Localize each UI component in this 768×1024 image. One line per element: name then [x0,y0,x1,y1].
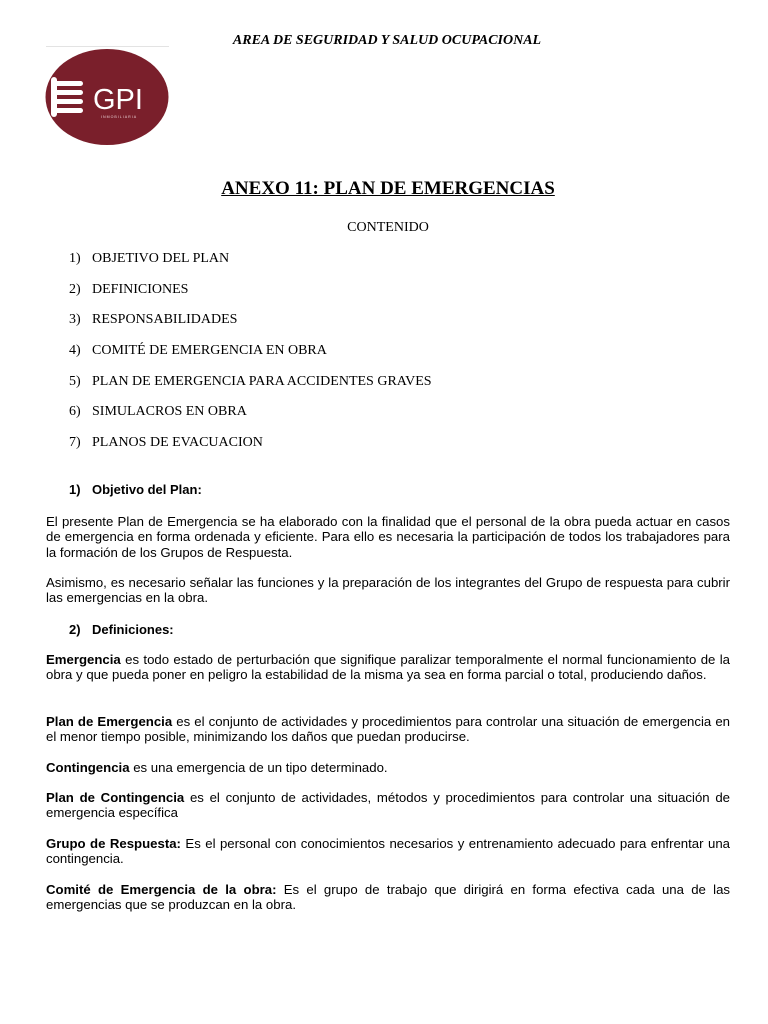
toc-item: 6) SIMULACROS EN OBRA [69,404,247,420]
toc-item: 7) PLANOS DE EVACUACION [69,435,263,451]
toc-item: 1) OBJETIVO DEL PLAN [69,251,230,266]
toc-item: 2) DEFINICIONES [69,281,189,297]
definition-grupo-de-respuesta: Grupo de Respuesta: Es el personal con conocimientos necesarios y entrenamiento adecuado para enfrentar una contingencia. [46,836,730,867]
section-2-heading: 2) Definiciones: [69,622,174,637]
document-title: ANEXO 11: PLAN DE EMERGENCIAS [221,178,555,199]
logo-text: GPI [93,84,143,116]
section-1-paragraph-2: Asimismo, es necesario señalar las funciones y la preparación de los integrantes del Grupo de respuesta para cubrir las emergencias en la obra. [46,575,730,606]
definition-contingencia: Contingencia es una emergencia de un tipo determinado. [46,760,388,775]
toc-item: 5) PLAN DE EMERGENCIA PARA ACCIDENTES GRAVES [69,373,432,389]
definition-emergencia: Emergencia es todo estado de perturbación que signifique paralizar temporalmente el normal funcionamiento de la obra y que pueda poner en peligro la estabilidad de la misma ya sea en forma parcial o total, produciendo daños. [46,652,730,683]
definition-plan-de-contingencia: Plan de Contingencia es el conjunto de actividades, métodos y procedimientos para controlar una situación de emergencia específica [46,790,731,821]
toc-item: 4) COMITÉ DE EMERGENCIA EN OBRA [69,343,327,359]
header-area-title: AREA DE SEGURIDAD Y SALUD OCUPACIONAL [232,33,542,48]
section-1-heading: 1) Objetivo del Plan: [69,482,202,497]
definition-comite-de-emergencia: Comité de Emergencia de la obra: Es el grupo de trabajo que dirigirá en forma efectiva cada una de las emergencias que se produzcan en la obra. [46,882,730,913]
section-1-paragraph-1: El presente Plan de Emergencia se ha elaborado con la finalidad que el personal de la obra pueda actuar en casos de emergencia en forma ordenada y eficiente. Para ello es necesaria la participación de todos los trabajadores para la formación de los Grupos de Respuesta. [46,514,730,560]
table-of-contents [69,251,432,466]
contents-heading: CONTENIDO [347,220,429,235]
definition-plan-de-emergencia: Plan de Emergencia es el conjunto de actividades y procedimientos para controlar una situación de emergencia en el menor tiempo posible, minimizando los daños que puedan producirse. [46,714,730,745]
logo-subtext: INMOBILIARIA [101,115,138,119]
gpi-logo [45,47,169,145]
toc-item: 3) RESPONSABILIDADES [69,312,238,328]
